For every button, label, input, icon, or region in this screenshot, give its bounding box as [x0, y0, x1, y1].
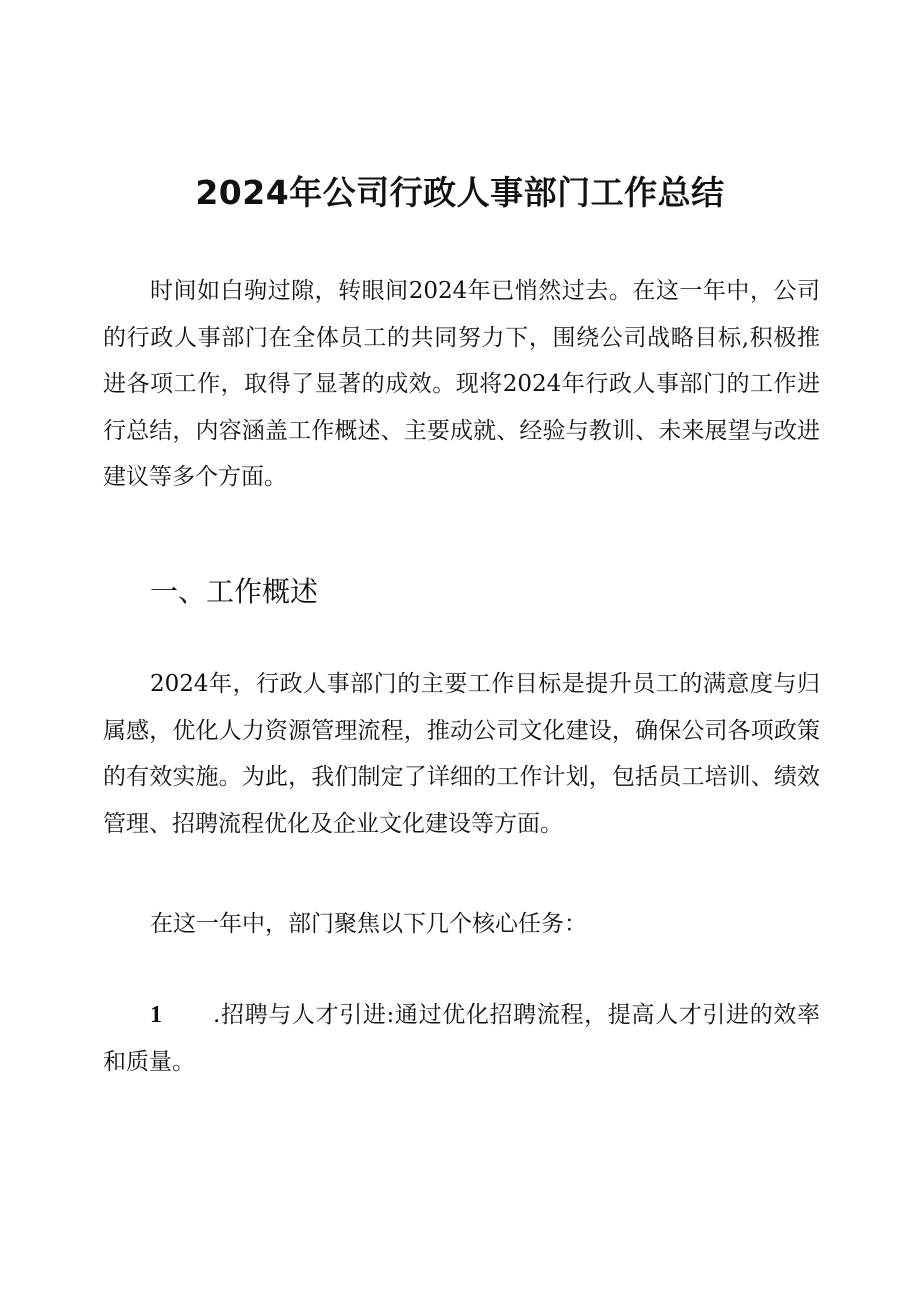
list-item-text: .招聘与人才引进:通过优化招聘流程，提高人才引进的效率和质量。 — [103, 1002, 820, 1075]
list-item — [103, 992, 820, 1085]
section-heading-work-overview: 一、工作概述 — [150, 575, 319, 608]
core-tasks-intro: 在这一年中，部门聚焦以下几个核心任务： — [150, 911, 587, 937]
document-title: 2024年公司行政人事部门工作总结 — [195, 173, 725, 212]
overview-paragraph: 2024年，行政人事部门的主要工作目标是提升员工的满意度与归属感，优化人力资源管理流程，推动公司文化建设，确保公司各项政策的有效实施。为此，我们制定了详细的工作计划，包括员工培训、绩效管理、招聘流程优化及企业文化建设等方面。 — [103, 671, 820, 837]
intro-paragraph: 时间如白驹过隙，转眼间2024年已悄然过去。在这一年中，公司的行政人事部门在全体员工的共同努力下，围绕公司战略目标,积极推进各项工作，取得了显著的成效。现将2024年行政人事部门的工作进行总结，内容涵盖工作概述、主要成就、经验与教训、未来展望与改进建议等多个方面。 — [103, 278, 820, 490]
list-item-number: 1 — [150, 1002, 162, 1028]
